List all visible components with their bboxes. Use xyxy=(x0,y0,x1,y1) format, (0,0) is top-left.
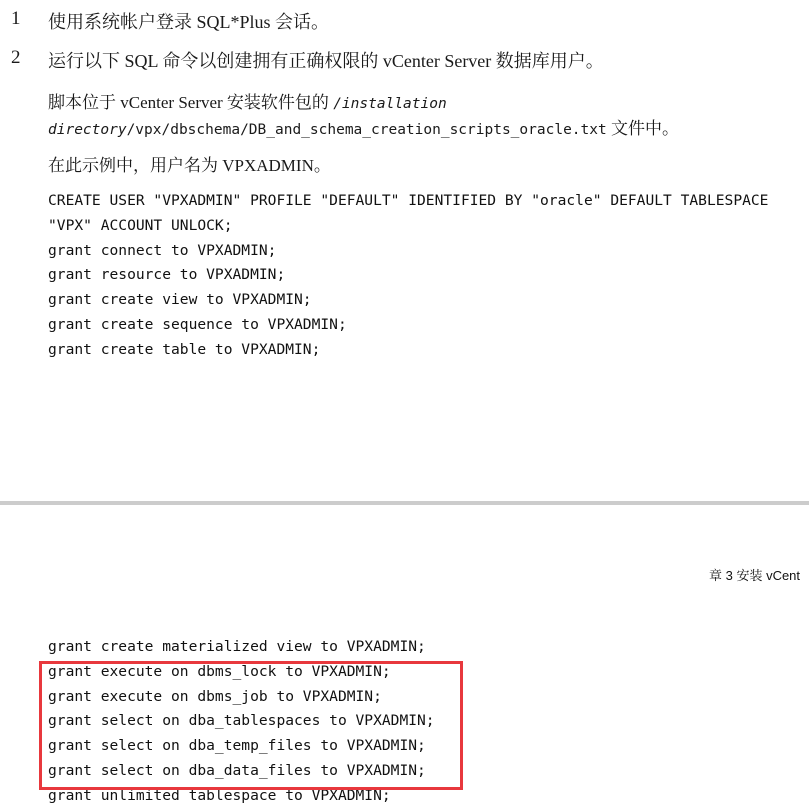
code-line: grant create view to VPXADMIN; xyxy=(48,291,312,309)
running-header: 章 3 安装 vCent xyxy=(709,568,801,583)
script-location-note-line2 xyxy=(48,114,679,139)
step-text: 运行以下 SQL 命令以创建拥有正确权限的 vCenter Server 数据库用户。 xyxy=(48,51,604,71)
example-note: 在此示例中，用户名为 VPXADMIN。 xyxy=(48,156,331,175)
code-line-highlighted: grant select on dba_temp_files to VPXADMIN; xyxy=(48,737,426,755)
step-number: 1 xyxy=(11,8,21,29)
code-line: grant create table to VPXADMIN; xyxy=(48,340,321,358)
note-prefix: 脚本位于 vCenter Server 安装软件包的 xyxy=(48,93,334,112)
code-line: CREATE USER "VPXADMIN" PROFILE "DEFAULT" IDENTIFIED BY "oracle" DEFAULT TABLESPACE xyxy=(48,192,769,209)
code-line: "VPX" ACCOUNT UNLOCK; xyxy=(48,216,233,234)
code-line: grant resource to VPXADMIN; xyxy=(48,266,286,284)
script-location-note xyxy=(48,88,447,113)
code-line-highlighted: grant select on dba_data_files to VPXADMIN; xyxy=(48,761,426,779)
sql-code-block-top xyxy=(48,189,768,363)
page-separator xyxy=(0,501,809,505)
script-path: /vpx/dbschema/DB_and_schema_creation_scripts_oracle.txt xyxy=(126,122,607,138)
path-italic: directory xyxy=(48,122,127,138)
step-text: 使用系统帐户登录 SQL*Plus 会话。 xyxy=(48,12,330,32)
code-line: grant connect to VPXADMIN; xyxy=(48,241,277,259)
code-line-highlighted: grant execute on dbms_job to VPXADMIN; xyxy=(48,687,382,705)
note-suffix: 文件中。 xyxy=(606,119,679,138)
path-italic: /installation xyxy=(333,96,447,112)
sql-code-block-bottom xyxy=(48,635,435,809)
code-line: grant unlimited tablespace to VPXADMIN; xyxy=(48,786,391,804)
step-number: 2 xyxy=(11,47,21,68)
code-line-highlighted: grant execute on dbms_lock to VPXADMIN; xyxy=(48,662,391,680)
code-line: grant create materialized view to VPXADMIN; xyxy=(48,638,426,655)
code-line-highlighted: grant select on dba_tablespaces to VPXADMIN; xyxy=(48,712,435,730)
code-line: grant create sequence to VPXADMIN; xyxy=(48,315,347,333)
